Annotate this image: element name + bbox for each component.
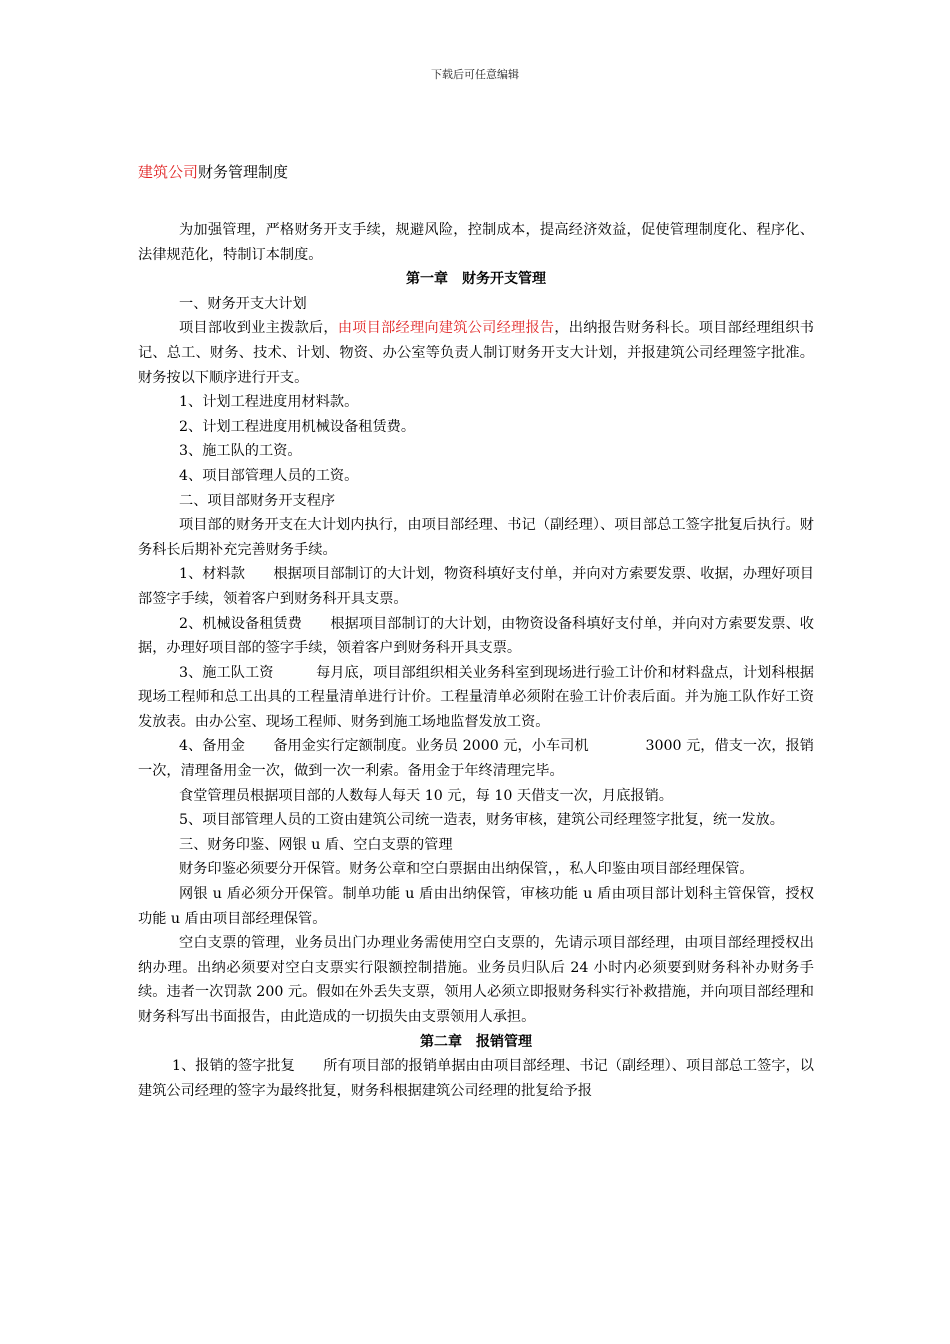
- section-2-heading: 二、项目部财务开支程序: [179, 492, 336, 509]
- paragraph-plan-part-a: 项目部收到业主拨款后，: [179, 320, 338, 337]
- paragraph-reimbursement: 1、报销的签字批复 所有项目部的报销单据由由项目部经理、书记（副经理）、项目部总工签字，以建筑公司经理的签字为最终批复，财务科根据建筑公司经理的批复给予报: [138, 1058, 814, 1099]
- chapter-2-heading: 第二章 报销管理: [420, 1033, 532, 1050]
- paragraph-plan: [138, 316, 814, 390]
- paragraph-staff-wages: 5、项目部管理人员的工资由建筑公司统一造表，财务审核，建筑公司经理签字批复，统一发放。: [179, 812, 784, 829]
- paragraph-plan-highlight: 由项目部经理向建筑公司经理报告: [337, 320, 555, 337]
- document-body: [138, 160, 814, 1103]
- paragraph-wages: 3、施工队工资 每月底，项目部组织相关业务科室到现场进行验工计价和材料盘点，计划科根据现场工程师和总工出具的工程量清单进行计价。工程量清单必须附在验工计价表后面。并为施工队作好工资发放表。由办公室、现场工程师、财务到施工场地监督发放工资。: [138, 664, 814, 730]
- title-red-part: 建筑公司: [138, 163, 199, 181]
- list-item-1: 1、计划工程进度用材料款。: [179, 394, 359, 411]
- paragraph-canteen: 食堂管理员根据项目部的人数每人每天 10 元，每 10 天借支一次，月底报销。: [179, 787, 673, 804]
- list-item-4: 4、项目部管理人员的工资。: [179, 467, 359, 484]
- paragraph-ukey: 网银 u 盾必须分开保管。制单功能 u 盾由出纳保管，审核功能 u 盾由项目部计划科主管保管，授权功能 u 盾由项目部经理保管。: [138, 886, 814, 927]
- paragraph-seals: 财务印鉴必须要分开保管。财务公章和空白票据由出纳保管，，私人印鉴由项目部经理保管。: [179, 861, 754, 878]
- title-black-part: 财务管理制度: [198, 163, 289, 181]
- chapter-1-heading: 第一章 财务开支管理: [406, 271, 546, 288]
- section-1-heading: 一、财务开支大计划: [179, 295, 307, 312]
- paragraph-petty-cash: 4、备用金 备用金实行定额制度。业务员 2000 元，小车司机 3000 元，借支一次，报销一次，清理备用金一次，做到一次一利索。备用金于年终清理完毕。: [138, 738, 814, 780]
- page-header: 下载后可任意编辑: [431, 68, 519, 81]
- section-3-heading: 三、财务印鉴、网银 u 盾、空白支票的管理: [179, 836, 453, 853]
- paragraph-plan-part-b: ，出纳报告财务科长。项目部经理组织书记、总工、财务、技术、计划、物资、办公室等负责人制订财务开支大计划，并报建筑公司经理签字批准。财务按以下顺序进行开支。: [138, 320, 814, 386]
- paragraph-procedure: 项目部的财务开支在大计划内执行，由项目部经理、书记（副经理）、项目部总工签字批复后执行。财务科长后期补充完善财务手续。: [138, 517, 814, 558]
- paragraph-equipment: 2、机械设备租赁费 根据项目部制订的大计划，由物资设备科填好支付单，并向对方索要发票、收据，办理好项目部的签字手续，领着客户到财务科开具支票。: [138, 615, 814, 657]
- list-item-2: 2、计划工程进度用机械设备租赁费。: [179, 418, 416, 435]
- paragraph-materials: 1、材料款 根据项目部制订的大计划，物资科填好支付单，并向对方索要发票、收据，办理好项目部签字手续，领着客户到财务科开具支票。: [138, 566, 814, 607]
- list-item-3: 3、施工队的工资。: [179, 443, 302, 460]
- paragraph-blank-cheques: 空白支票的管理，业务员出门办理业务需使用空白支票的，先请示项目部经理，由项目部经理授权出纳办理。出纳必须要对空白支票实行限额控制措施。业务员归队后 24 小时内必须要到财务科补办财务手续。违者一次罚款 200 元。假如在外丢失支票，领用人必须立即报财务科实行补救措施，并向项目部经理和财务科写出书面报告，由此造成的一切损失由支票领用人承担。: [138, 935, 814, 1025]
- intro-paragraph: 为加强管理，严格财务开支手续，规避风险，控制成本，提高经济效益，促使管理制度化、程序化、法律规范化，特制订本制度。: [138, 222, 814, 263]
- document-title: [138, 160, 814, 184]
